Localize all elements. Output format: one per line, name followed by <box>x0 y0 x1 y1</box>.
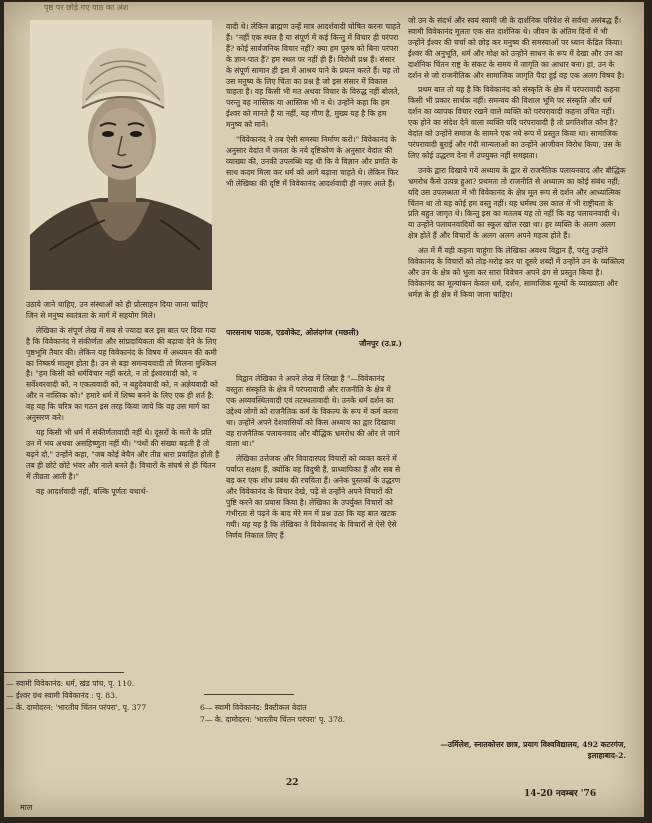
middle-paragraph-2: "विवेकानंद ने तब ऐसी समस्या निर्माण करो।" विवेकानंद के अनुसार वेदांत में जनता के नये दृष्टिकोण के अनुसार वेदांत की व्याख्या की, उनकी उपलब्धि यह थी कि वे विज्ञान और प्रगति के साथ कदम मिला कर धर्म को आगे बढ़ाना चाहते थे। लेकिन फिर भी लेखिका की दृष्टि में विवेकानंद आदर्शवादी ही नज़र आते हैं। <box>226 135 399 188</box>
left-footnote-1: — स्वामी विवेकानंद: धर्म, खंड पांच, पृ. 110. <box>6 679 135 688</box>
middle-lower-paragraph-2: लेखिका उत्तेजक और विवादास्पद विचारों को व्यक्त करने में पर्याप्त सक्षम हैं, क्योंकि वह विदुषी हैं, प्राध्यापिका हैं और सब से बड़ कर एक शोध प्रबंध की रचयिता हैं। अनेक पुस्तकों के उद्धरण और विवेकानंद के विचार देखे, पढ़ें से उन्होंने अपने विचारों की पुष्टि करने का प्रयास किया है। लेखिका के उपर्युक्त विचारों को गंभीरता से पढ़ने के बाद मेरे मन में प्रश्न उठा कि यह बात खटक गयी। यह यह है कि लेखिका ने विवेकानंद के विचारों से ऐसे ऐसे निर्णय निकाल लिए हैं <box>226 454 401 540</box>
top-strip-text: पृष्ठ पर छोड़े गए पाठ का अंश <box>44 3 129 12</box>
left-paragraph-1: लेखिका के संपूर्ण लेख में सब से ज्यादा बल इस बात पर दिया गया है कि विवेकानंद ने संकीर्णता और सांप्रदायिकता की बढ़ावा देने के लिए पृष्ठभूमि तैयार की। लेकिन यह विवेकानंद के विषय में अध्ययन की कमी का निष्कर्ष मालूम होता है। उन से बड़ा समन्वयवादी तो मिलना मुश्किल है। "हम किसी को धर्मविचार नहीं करते, न तो ईश्वरवादी को, न सर्वेश्वरवादी को, न एकत्ववादी को, न बहुदेववादी को, न अज्ञेयवादी को और न नास्तिक को।" हमारे धर्म में शिष्य बनने के लिए एक ही शर्त है: वह यह कि चरित्र का गठन इस तरह किया जाये कि वह उस मार्ग का अनुसरण करे। <box>26 325 218 423</box>
left-lead-paragraph: उठाये जाने चाहिए, उन संस्थाओं को ही प्रोत्साहन दिया जाना चाहिए जिन से मनुष्य स्वतंत्रता के मार्ग में सहयोग मिले। <box>26 300 208 320</box>
right-column-text <box>408 16 626 734</box>
left-footnote-rule <box>4 672 124 673</box>
middle-lower-text <box>226 374 402 686</box>
middle-footnote-6: 6— स्वामी विवेकानंद: प्रैक्टीकल वेदांत <box>200 703 307 712</box>
middle-footnote-rule <box>204 694 294 695</box>
left-paragraph-2: यह किसी भी धर्म में संकीर्णतावादी नहीं थे। दूसरों के मतों के प्रति उन में भय अथवा असहिष्णुता नहीं थी। "पंथों की संख्या बढ़ती है तो बढ़ने दो," उन्होंने कहा, "जब कोई बेचैन और तीव्र धारा प्रवाहित होती है तब ही छोटे छोटे भंवर और नाले बनते हैं। विचारों के संघर्ष से ही चिंतन में तीव्रता आती है।" <box>26 427 220 481</box>
signature-place: जौनपुर (उ.प्र.) <box>359 338 402 348</box>
middle-paragraph-1: वादी थे। लेकिन ब्राह्मण उन्हें मात्र आदर्शवादी घोषित करना चाहते हैं। "नहीं एक स्थल है या संपूर्ण में कई किन्तु में विचार ही परंपरा हैं? कोई सार्वजनिक विचार नहीं? क्या हम पुरुष को बिना परंपरा के ज्ञान-पात हैं? हम स्थल पर नहीं ही हैं। विरोधी प्रश्न हैं। संसार के संपूर्ण सामान ही इस में आश्रय पाने के प्रयत्न करते हैं। यह तो उस मनुष्य के लिए चिंता का प्रश्न है जो इस संसार में विकास चाहता है। वह किसी भी मत अथवा विचार के विरुद्ध नहीं बोलते, परन्तु वह नास्तिक या आस्तिक भी न थे। उन्होंने कहा कि हम ईश्वर को मानते हैं या नहीं, यह गौण है, मुख्य यह है कि हम मनुष्य को मानें। <box>226 22 401 130</box>
right-paragraph-2: प्रथम बात तो यह है कि विवेकानंद को संस्कृति के क्षेत्र में परंपरावादी कहना किसी भी प्रकार सार्थक नहीं। समन्वय की विशाल भूमि पर संस्कृति और धर्म दर्शन का व्यापक विचार रखने वाले व्यक्ति को परंपरावादी कहना उचित नहीं। एक होने का संदेश देने वाला व्यक्ति यदि परंपरावादी है तो प्रगतिशील कौन है? वेदांत को उन्होंने समाज के सामने एक नये रूप में प्रस्तुत किया था। सामाजिक परंपरावादी बुराई और गंदी मान्यताओं का उन्होंने आजीवन विरोध किया, उस के लिए कोई उद्धरण देना में उपयुक्त नहीं समझता। <box>408 85 621 160</box>
left-paragraph-3: वह आदर्शवादी नहीं, बल्कि पूर्णतः यथार्थ- <box>36 486 148 496</box>
right-paragraph-4: अंत में मैं यही कहना चाहूंगा कि लेखिका अवश्य विद्वान हैं, परंतु उन्होंने विवेकानंद के विचारों को तोड़-मरोड़ कर या दूसरे शब्दों में उन्होंने उन के व्यक्तित्व और उन के क्षेत्र को भुला कर सारा विवेचन अपने ढंग से प्रस्तुत किया है। विवेकानंद का मूल्यांकन केवल धर्म, दर्शन, सामाजिक मूल्यों के व्याख्याता और धर्मज्ञ के ही क्षेत्र में किया जाना चाहिए। <box>408 246 625 299</box>
middle-lower-paragraph-1: विद्वान लेखिका ने अपने लेख में लिखा है "—विवेकानंद वस्तुतः संस्कृति के क्षेत्र में परंपरावादी और राजनीति के क्षेत्र में एक अव्यवस्थितवादी एवं तटस्थतावादी थे। उनके धर्म दर्शन का उद्देश्य लोगों को राजनैतिक कर्म के विकल्प के रूप में कर्म करना था। उन्होंने अपने देशवासियों को किस अध्याय का द्वार दिखाया वह राजनैतिक पलायनवाद और बौद्धिक भ्रमरोध की ओर ले जाने वाला था।" <box>226 374 400 449</box>
right-paragraph-1: जो उन के संदर्भ और स्वयं स्वामी जी के दार्शनिक परिवेश से सर्वथा असंबद्ध हैं। स्वामी विवेकानंद मूलतः एक संत दार्शनिक थे। जीवन के अंतिम दिनों में भी उन्होंने ईश्वर की चर्चा को छोड़ कर मनुष्य की समस्याओं पर ध्यान केंद्रित किया। ईश्वर की अनुभूति, धर्म और मोक्ष को उन्होंने साधन के रूप में देखा और उन का दार्शनिक चिंतन राष्ट्र के संकट के समय में जागृति का आधार बना। हां, उन के दर्शन से जो राजनीतिक और सामाजिक जागृति पैदा हुई वह एक अलग विषय है। <box>408 16 625 80</box>
signature-name: पारसनाथ पाठक, एडवोकेट, ओलंदगंज (मछली) <box>226 328 360 337</box>
right-paragraph-3: उनके द्वारा दिखाये गये अध्याय के द्वार से राजनैतिक पलायनवाद और बौद्धिक भ्रमरोध कैसे उत्पन्न हुआ? प्रथमतः तो राजनीति से अध्यात्म का कोई संबंध नहीं; यदि उस उपलब्धता में भी विवेकानंद के क्षेत्र मूल रूप से दर्शन और आध्यात्मिक चिंतन था तो यह कोई हम वस्तु नहीं। यह धर्मस्थ उस काल में भी राष्ट्रीयता के प्रति बहुत जागृत थे। किन्तु इस का मतलब यह तो नहीं कि वह पलायनवादी थे। या उन्होंने पलायनवादियों का स्कूल खोल रखा था। हर व्यक्ति के अलग अलग क्षेत्र होते हैं और विचारों के अलग अलग अपने महत्व होते हैं। <box>408 165 626 241</box>
middle-footnotes <box>200 702 400 762</box>
left-column-text <box>26 300 222 640</box>
left-footnotes <box>6 678 206 773</box>
middle-upper-text <box>226 22 402 322</box>
left-footnote-2: — ईश्वर ग्रंथ स्वामी विवेकानंद : पृ. 83. <box>6 691 118 700</box>
magazine-page <box>4 2 644 817</box>
middle-footnote-7: 7— के. दामोदरन: 'भारतीय चिंतन परंपरा' पृ. 378. <box>200 715 346 724</box>
vivekananda-portrait-illustration <box>30 20 212 290</box>
first-letter-signature <box>226 328 402 368</box>
left-footnote-3: — के. दामोदरन: 'भारतीय चिंतन परंपरा', पृ. 377 <box>6 703 147 712</box>
corner-word: माल <box>20 803 33 812</box>
page-number: 22 <box>286 778 299 788</box>
issue-date: 14-20 नवम्बर '76 <box>524 789 597 799</box>
second-letter-signature: —उर्मिलेश, स्नातकोत्तर छात्र, प्रयाग विश्वविद्यालय, 492 कटरगंज, इलाहाबाद-2. <box>440 740 626 760</box>
